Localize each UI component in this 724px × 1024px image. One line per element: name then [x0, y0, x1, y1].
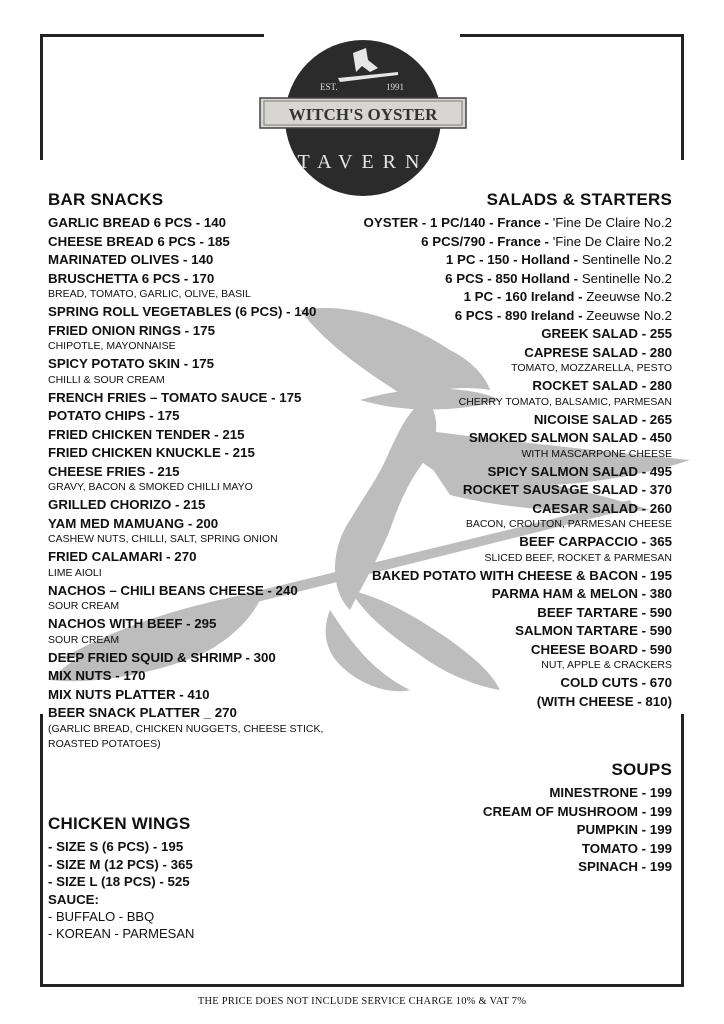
chicken-wings-section [48, 814, 348, 942]
menu-item-description: GRAVY, BACON & SMOKED CHILLI MAYO [48, 481, 253, 493]
logo-subtitle: TAVERN [297, 151, 429, 173]
sauce-options: - KOREAN - PARMESAN [48, 926, 195, 941]
chicken-wings-title: CHICKEN WINGS [48, 814, 191, 833]
menu-item: SMOKED SALMON SALAD - 450 [468, 430, 672, 445]
menu-item: BRUSCHETTA 6 PCS - 170 [48, 270, 215, 286]
menu-item: SALMON TARTARE - 590 [515, 623, 672, 638]
menu-item-description: LIME AIOLI [48, 566, 102, 579]
menu-item: FRIED CHICKEN KNUCKLE - 215 [48, 445, 255, 460]
oyster-price: 1 PC - 160 Ireland - [463, 289, 587, 304]
menu-item: PARMA HAM & MELON - 380 [491, 586, 672, 601]
menu-item: GREEK SALAD - 255 [541, 326, 672, 341]
menu-item-description: NUT, APPLE & CRACKERS [541, 659, 672, 671]
menu-item: MARINATED OLIVES - 140 [48, 252, 214, 267]
menu-item-description: CHERRY TOMATO, BALSAMIC, PARMESAN [458, 395, 672, 408]
menu-item: SPICY SALMON SALAD - 495 [487, 463, 672, 479]
menu-item: BEEF CARPACCIO - 365 [519, 534, 672, 549]
menu-item: MIX NUTS - 170 [48, 668, 146, 683]
oyster-variety: Sentinelle No.2 [581, 270, 672, 286]
soups-title: SOUPS [611, 760, 672, 779]
menu-item: (WITH CHEESE - 810) [536, 693, 672, 709]
menu-item-description: CASHEW NUTS, CHILLI, SALT, SPRING ONION [48, 533, 278, 545]
menu-item: YAM MED MAMUANG - 200 [48, 515, 219, 531]
oyster-item [312, 288, 672, 307]
menu-item: GARLIC BREAD 6 PCS - 140 [48, 215, 227, 230]
menu-item: CAPRESE SALAD - 280 [524, 344, 672, 360]
frame-line [681, 714, 684, 986]
menu-item: SPRING ROLL VEGETABLES (6 PCS) - 140 [48, 304, 317, 319]
salad-list [312, 325, 672, 711]
oyster-item [312, 214, 672, 233]
menu-item: BEEF TARTARE - 590 [537, 604, 672, 620]
menu-item-description: TOMATO, MOZZARELLA, PESTO [511, 362, 672, 374]
oyster-variety: 'Fine De Claire No.2 [552, 233, 672, 249]
oyster-price: 6 PCS/790 - France - [421, 233, 553, 249]
soup-item: MINESTRONE - 199 [549, 785, 672, 800]
menu-item-description: (GARLIC BREAD, CHICKEN NUGGETS, CHEESE STICK, [48, 722, 324, 735]
menu-item: ROCKET SAUSAGE SALAD - 370 [462, 482, 672, 497]
logo-year: 1991 [386, 82, 404, 92]
oyster-item [312, 251, 672, 270]
menu-item: GRILLED CHORIZO - 215 [48, 497, 206, 512]
soup-item: TOMATO - 199 [581, 840, 672, 856]
footer-note: THE PRICE DOES NOT INCLUDE SERVICE CHARGE 10% & VAT 7% [197, 996, 527, 1007]
soup-item: SPINACH - 199 [578, 859, 672, 874]
oyster-item [312, 307, 672, 326]
sauce-label: SAUCE: [48, 891, 99, 907]
menu-item-description: SOUR CREAM [48, 600, 120, 612]
soup-item: PUMPKIN - 199 [576, 822, 672, 837]
menu-item: FRIED CALAMARI - 270 [48, 549, 197, 564]
frame-line [681, 34, 684, 160]
oyster-variety: Zeeuwse No.2 [586, 307, 672, 323]
menu-item-description: CHIPOTLE, MAYONNAISE [48, 340, 176, 352]
oyster-variety: Zeeuwse No.2 [586, 289, 672, 304]
oyster-variety: Sentinelle No.2 [581, 252, 672, 267]
menu-item: BEER SNACK PLATTER _ 270 [48, 705, 237, 720]
menu-item: NACHOS – CHILI BEANS CHEESE - 240 [48, 582, 298, 598]
menu-item: FRIED CHICKEN TENDER - 215 [48, 426, 245, 442]
bar-snacks-title: BAR SNACKS [48, 190, 164, 209]
logo-name: WITCH'S OYSTER [288, 105, 438, 124]
menu-item: POTATO CHIPS - 175 [48, 408, 180, 423]
oyster-item [312, 233, 672, 252]
oyster-variety: 'Fine De Claire No.2 [552, 215, 672, 230]
oyster-item [312, 270, 672, 289]
tavern-logo [258, 28, 468, 208]
salads-section [312, 190, 672, 711]
menu-item-description: ROASTED POTATOES) [48, 737, 161, 750]
frame-line [40, 984, 684, 987]
frame-line [40, 34, 43, 160]
soup-item: CREAM OF MUSHROOM - 199 [482, 803, 672, 819]
menu-item: ROCKET SALAD - 280 [532, 378, 672, 393]
menu-item: FRENCH FRIES – TOMATO SAUCE - 175 [48, 389, 302, 405]
menu-item: CHEESE BOARD - 590 [530, 641, 672, 657]
sauce-options: - BUFFALO - BBQ [48, 909, 155, 924]
menu-item: NICOISE SALAD - 265 [533, 411, 672, 427]
wing-size: - SIZE S (6 PCS) - 195 [48, 839, 184, 854]
oyster-price: 1 PC - 150 - Holland - [445, 252, 582, 267]
menu-item-description: WITH MASCARPONE CHEESE [521, 447, 672, 460]
menu-item: FRIED ONION RINGS - 175 [48, 322, 215, 338]
menu-item: CHEESE BREAD 6 PCS - 185 [48, 233, 230, 249]
menu-item: NACHOS WITH BEEF - 295 [48, 616, 217, 631]
menu-item: MIX NUTS PLATTER - 410 [48, 686, 210, 702]
soups-section [312, 760, 672, 877]
menu-item-description: BREAD, TOMATO, GARLIC, OLIVE, BASIL [48, 288, 251, 300]
logo-est: EST. [320, 82, 338, 92]
oyster-list [312, 214, 672, 325]
menu-item: CAESAR SALAD - 260 [532, 500, 672, 516]
menu-item-description: SLICED BEEF, ROCKET & PARMESAN [484, 551, 672, 564]
menu-item: SPICY POTATO SKIN - 175 [48, 356, 215, 371]
frame-line [40, 34, 264, 37]
menu-item: BAKED POTATO WITH CHEESE & BACON - 195 [372, 567, 672, 583]
menu-item: DEEP FRIED SQUID & SHRIMP - 300 [48, 649, 276, 665]
soup-list [312, 784, 672, 877]
oyster-price: 6 PCS - 850 Holland - [445, 270, 582, 286]
wing-size: - SIZE L (18 PCS) - 525 [48, 874, 190, 889]
menu-item: CHEESE FRIES - 215 [48, 463, 180, 479]
salads-title: SALADS & STARTERS [486, 190, 672, 209]
menu-item-description: SOUR CREAM [48, 633, 120, 646]
oyster-price: OYSTER - 1 PC/140 - France - [363, 215, 553, 230]
oyster-price: 6 PCS - 890 Ireland - [454, 307, 587, 323]
menu-item-description: BACON, CROUTON, PARMESAN CHEESE [465, 518, 672, 530]
frame-line [40, 714, 43, 986]
menu-item: COLD CUTS - 670 [560, 675, 672, 690]
wing-size: - SIZE M (12 PCS) - 365 [48, 856, 193, 872]
menu-item-description: CHILLI & SOUR CREAM [48, 373, 165, 386]
frame-line [460, 34, 684, 37]
